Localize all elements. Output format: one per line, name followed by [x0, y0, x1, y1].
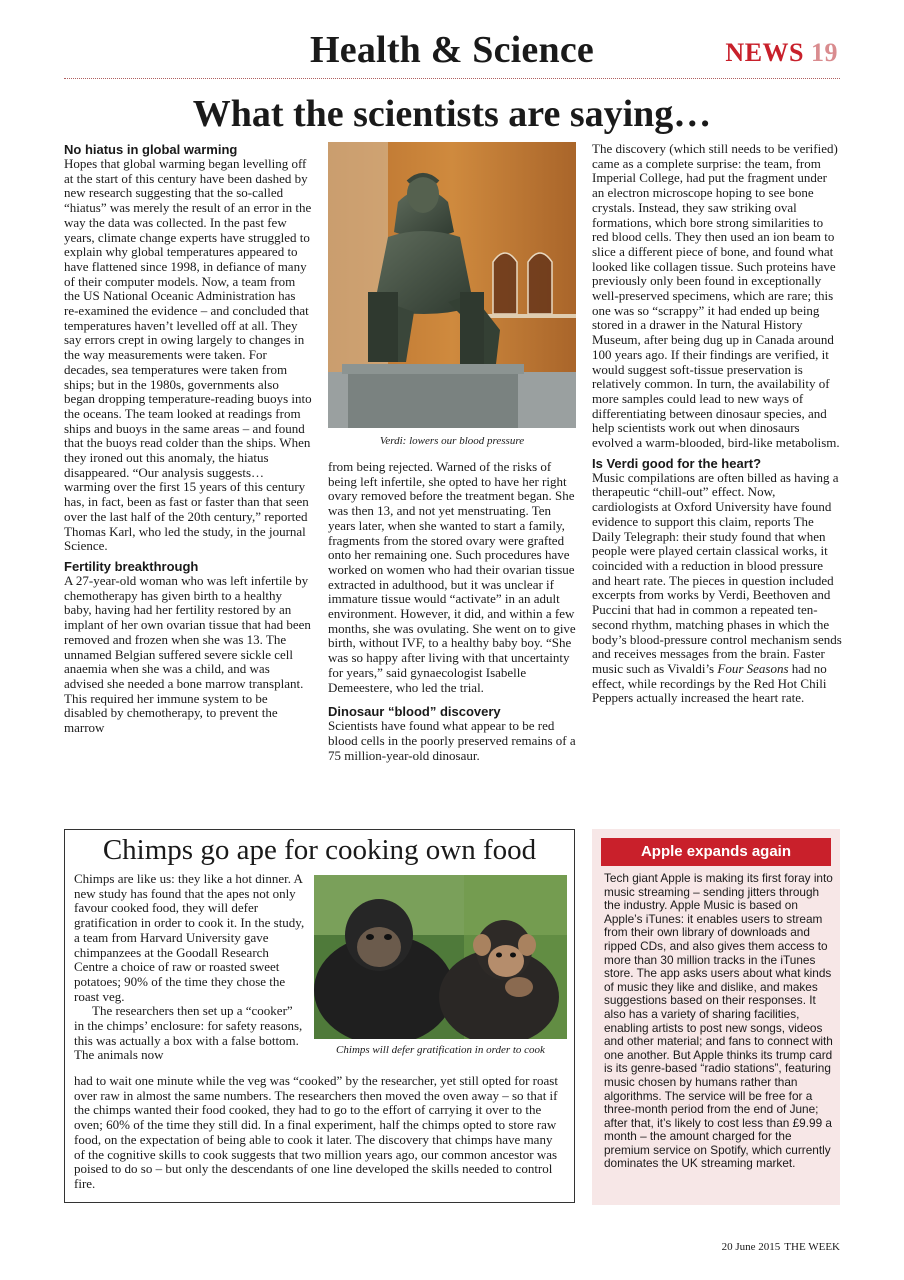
- issue-date: 20 June 2015: [721, 1241, 781, 1253]
- verdi-body: Music compilations are often billed as having a therapeutic “chill-out” effect. Now, cardiologists at Oxford University have found evidence to support this claim, reports The Daily Telegraph: their study found that when people were played certain classical works, it coincided with a reduction in blood pressure and heart rate. The pieces in question included excerpts from works by Verdi, Beethoven and Puccini that had in common a repeated ten-second rhythm, matching phases in which the body’s blood-pressure control mechanism sends and receives messages from the brain. Faster music such as Vivaldi’s Four Seasons had no effect, while recordings by the Red Hot Chili Peppers actually increased the heart rate.: [592, 469, 842, 706]
- section-title: Health & Science: [310, 29, 594, 71]
- verdi-statue-photo: [328, 142, 576, 428]
- chimps-heading: Chimps go ape for cooking own food: [102, 834, 537, 866]
- publication-name: THE WEEK: [784, 1241, 840, 1253]
- news-label: NEWS: [725, 38, 804, 67]
- chimps-photo: [314, 875, 567, 1039]
- header-divider: [64, 78, 840, 79]
- verdi-heading: Is Verdi good for the heart?: [592, 455, 762, 471]
- page-number: 19: [811, 38, 838, 67]
- apple-heading: Apple expands again: [601, 838, 831, 866]
- hiatus-body: Hopes that global warming began levelling off at the start of this century have been dashed by new research suggesting that the so-called “hiatus” was merely the result of an error in the way the data was collected. In the past few years, climate change experts have struggled to explain why global temperatures appeared to have flattened since 1998, in defiance of many of their computer models. Now, a team from the US National Oceanic Administration has re-examined the evidence – and concluded that temperatures haven’t levelled off at all. They say errors crept in owing largely to changes in the way measurements were taken. For decades, sea temperatures were taken from ships; but in the 1980s, governments also began dropping temperature-reading buoys into the oceans. The team looked at readings from ships and buoys in the same areas – and found that the buoys read colder than the ships. When they ironed out this anomaly, the hiatus disappeared. “Our analysis suggests… warming over the first 15 years of this century has, in fact, been as fast or faster than that seen over the last half of the 20th century,” reported Thomas Karl, who led the study, in the journal Science.: [64, 156, 312, 554]
- page-headline: What the scientists are saying…: [192, 93, 712, 135]
- hiatus-heading: No hiatus in global warming: [64, 142, 238, 157]
- page-footer: [722, 1241, 840, 1253]
- fertility-body: A 27-year-old woman who was left infertile by chemotherapy has given birth to a healthy baby, having had her fertility restored by an implant of her own ovarian tissue that had been removed and frozen when she was 13. The unnamed Belgian suffered severe sickle cell anaemia when she was a child, and was advised she needed a bone marrow transplant. This required her immune system to be disabled by chemotherapy, to prevent the marrow: [64, 572, 311, 736]
- dinosaur-body: Scientists have found what appear to be red blood cells in the poorly preserved remains of a 75 million-year-old dinosaur.: [328, 718, 576, 763]
- column-1: [64, 142, 312, 736]
- dinosaur-heading: Dinosaur “blood” discovery: [328, 704, 501, 720]
- chimps-para-2b: had to wait one minute while the veg was “cooked” by the researcher, yet still opted for roast over raw in almost the same numbers. The researchers then moved the oven away – so that if the chimps wanted their food cooked, they had to go to the effort of carrying it over to the oven; 60% of the time they still did. In a final experiment, half the chimps opted to store raw food, on the expectation of being able to cook it later. The discovery that chimps have many of the cognitive skills to cook suggests that two million years ago, our common ancestor was poised to do so – but only the descendants of one line developed the skills needed to control fire.: [74, 1073, 558, 1191]
- verdi-photo-caption: Verdi: lowers our blood pressure: [379, 435, 525, 447]
- fertility-heading: Fertility breakthrough: [64, 558, 199, 574]
- column-3: [592, 142, 842, 706]
- fertility-body-continued: from being rejected. Warned of the risks of being left infertile, she opted to have her right ovary removed before the treatment began. She was then 13, and not yet menstruating. Ten years later, when she wanted to start a family, fragments from the stored ovary were grafted onto her remaining one. Such procedures have worked on women who had their ovarian tissue extracted in adulthood, but it was unclear if immature tissue would “activate” in an adult environment. However, it did, and within a few months, she was ovulating. She went on to give birth, without IVF, to a healthy baby boy. “She was so happy after living with that uncertainty for years,” said gynaecologist Isabelle Demeestere, who led the trial.: [328, 459, 576, 695]
- news-page-label: [725, 38, 838, 68]
- apple-body: Tech giant Apple is making its first foray into music streaming – sending jitters through the industry. Apple Music is based on Apple’s iTunes: it enables users to stream from their own library of downloads and ripped CDs, and also gives them access to more than 30 million tracks in the iTunes store. The app asks users about what kinds of music they like and dislike, and makes suggestions based on their responses. It also has a variety of sharing facilities, enabling artists to post new songs, videos and other material; and fans to connect with one another. But Apple thinks its trump card is its genre-based “radio stations”, featuring music chosen by humans rather than algorithms. The service will be free for a three-month period from the end of June; after that, it’s likely to cost less than £9.99 a month – the amount charged for the premium service on Spotify, which currently dominates the UK streaming market.: [604, 871, 833, 1171]
- chimps-para-1: Chimps are like us: they like a hot dinner. A new study has found that the apes not only favour cooked food, they will defer gratification in order to cook it. In the study, a team from Harvard University gave chimpanzees at the Goodall Research Centre a choice of raw or roasted sweet potatoes; 90% of the time they chose the roast veg. The researchers then set up a “cooker” in the chimps’ enclosure: for safety reasons, this was actually a box with a false bottom. The animals now: [74, 871, 305, 1063]
- chimps-illustration: [314, 875, 567, 1039]
- dinosaur-body-continued: The discovery (which still needs to be verified) came as a complete surprise: the team, from Imperial College, had put the fragment under an electron microscope hoping to see bone crystals. Instead, they saw striking oval formations, which bore strong similarities to red blood cells. They then used an ion beam to slice a different piece of bone, and found what looked like collagen tissue. Such proteins have previously only been found in exceptionally well-preserved specimens, which are rare; this one was so “scrappy” it had ended up being stored in a drawer in the Natural History Museum, after being dug up in Canada around 100 years ago. If their findings are verified, it would suggest soft-tissue preservation is relatively common. In turn, the availability of more samples could lead to new ways of differentiating between dinosaur species, and help scientists work out when dinosaurs evolved a warm-blooded, bird-like metabolism.: [592, 141, 840, 451]
- chimps-para-2a: The researchers then set up a “cooker” in the chimps’ enclosure: for safety reasons, this was actually a box with a false bottom. The animals now: [74, 1003, 303, 1063]
- four-seasons-title: Four Seasons: [717, 660, 789, 676]
- column-2: [328, 460, 578, 763]
- chimps-photo-caption: Chimps will defer gratification in order to cook: [336, 1044, 545, 1056]
- verdi-statue-illustration: [328, 142, 576, 428]
